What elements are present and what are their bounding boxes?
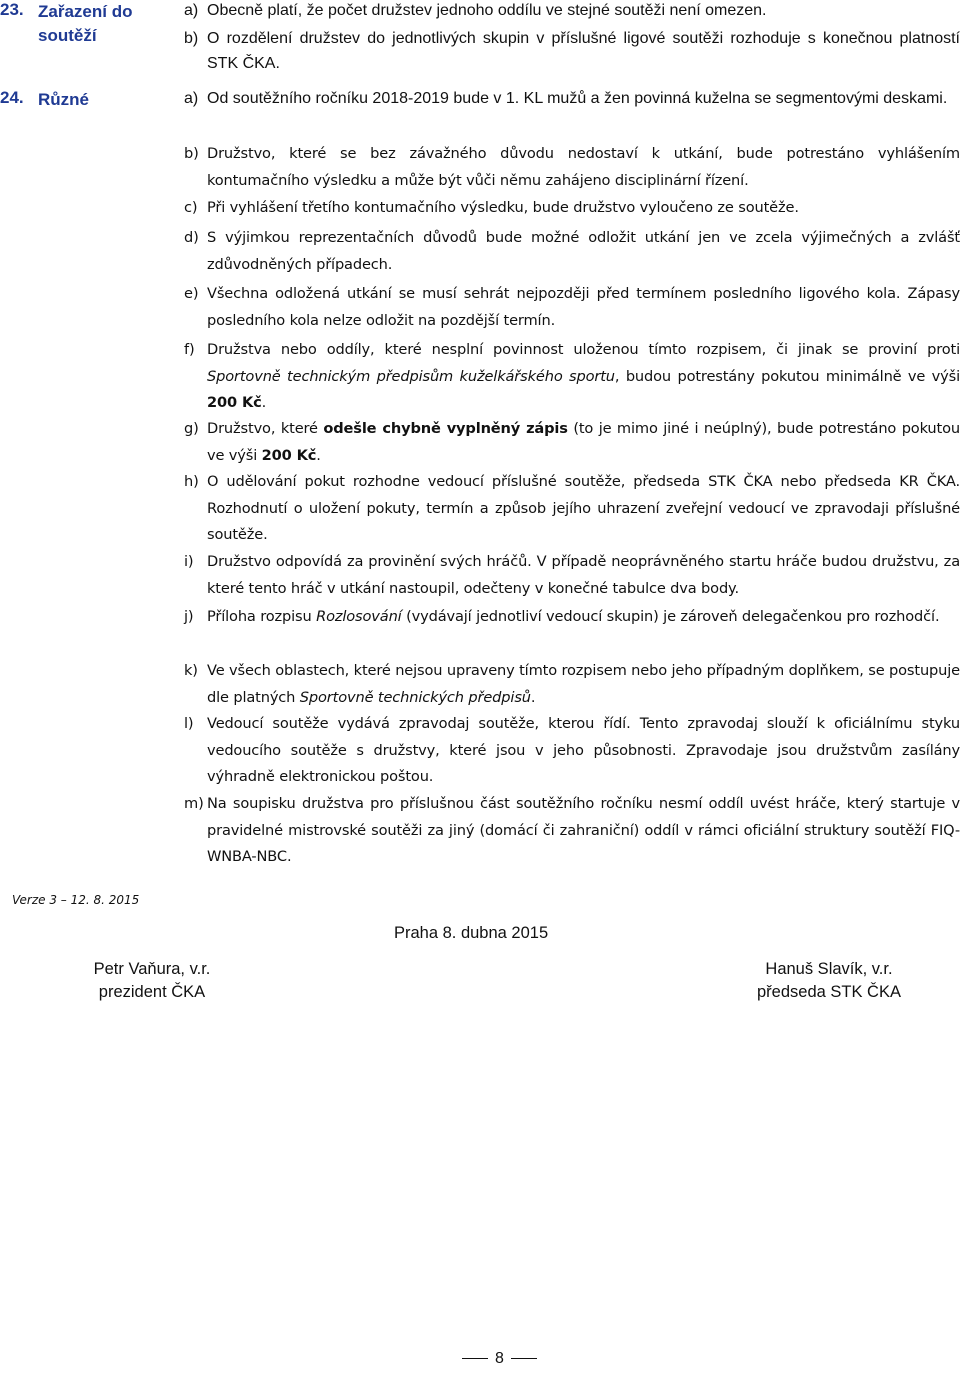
text-segment: (to je mimo jiné i neúplný), bude potrestáno pokutou ve výši (207, 420, 960, 464)
item-label: a) (184, 2, 199, 19)
item-label: b) (184, 145, 199, 162)
page-number-dash-left (462, 1358, 488, 1359)
text-segment: Družstva nebo oddíly, které nesplní povinnost uloženou tímto rozpisem, či jinak se proviní proti (207, 341, 960, 358)
section-24-item-k (184, 658, 960, 711)
section-24-item-f (184, 337, 960, 417)
item-label: h) (184, 473, 199, 490)
section-23-title-line2: soutěží (38, 26, 97, 45)
item-text (207, 416, 960, 469)
item-label: b) (184, 30, 199, 47)
section-24-item-d (184, 225, 960, 278)
section-24-number: 24. (0, 88, 24, 107)
section-24-item-i (184, 549, 960, 602)
text-segment: . (316, 446, 321, 464)
text-segment: . (261, 394, 267, 411)
section-23-item-a (184, 0, 960, 24)
section-23-title-line1: Zařazení do (38, 2, 133, 21)
section-24-item-h (184, 469, 960, 549)
item-text: O rozdělení družstev do jednotlivých skupin v příslušné ligové soutěži rozhoduje s konečnou platností STK ČKA. (207, 30, 960, 72)
section-23-item-b (184, 27, 960, 76)
item-text: Družstvo odpovídá za provinění svých hráčů. V případě neoprávněného startu hráče budou družstvu, za které tento hráč v utkání nastoupil, odečteny v konečné tabulce dva body. (207, 553, 960, 597)
item-label: c) (184, 199, 198, 216)
text-segment: Družstvo, které (207, 420, 324, 437)
item-text (207, 337, 960, 417)
item-text: Od soutěžního ročníku 2018-2019 bude v 1. KL mužů a žen povinná kuželna se segmentovými deskami. (207, 90, 948, 107)
item-label: e) (184, 285, 199, 302)
signer-right-role: předseda STK ČKA (757, 983, 901, 1001)
item-label: d) (184, 229, 199, 246)
section-24-item-b (184, 141, 960, 194)
signer-left-role: prezident ČKA (98, 983, 206, 1001)
item-label: i) (184, 553, 194, 570)
text-segment: (vydávají jednotliví vedoucí skupin) je zároveň delegačenkou pro rozhodčí. (401, 608, 940, 625)
section-24-item-e (184, 281, 960, 334)
item-label: l) (184, 715, 194, 732)
signer-left-name: Petr Vaňura, v.r. (93, 960, 211, 978)
version-note: Verze 3 – 12. 8. 2015 (12, 893, 140, 907)
section-24-item-j (184, 604, 960, 631)
text-segment: Příloha rozpisu (207, 608, 317, 625)
place-and-date: Praha 8. dubna 2015 (394, 924, 549, 942)
item-text: Na soupisku družstva pro příslušnou část soutěžního ročníku nesmí oddíl uvést hráče, který startuje v pravidelné mistrovské soutěži za jiný (domácí či zahraniční) oddíl v rámci oficiální struktury soutěží FIQ-WNBA-NBC. (207, 795, 960, 865)
item-label: j) (184, 608, 194, 625)
item-text: S výjimkou reprezentačních důvodů bude možné odložit utkání jen ve zcela výjimečných a zvlášť zdůvodněných případech. (207, 229, 960, 273)
section-24-item-g (184, 416, 960, 469)
item-label: m) (184, 795, 204, 812)
text-segment: , budou potrestány pokutou minimálně ve výši (614, 367, 960, 385)
bold-phrase: odešle chybně vyplněný zápis (323, 420, 568, 437)
signature-left (72, 958, 232, 1004)
section-23-title (38, 0, 132, 48)
italic-reference: Sportovně technických předpisů (299, 688, 531, 706)
item-text: O udělování pokut rozhodne vedoucí příslušné soutěže, předseda STK ČKA nebo předseda KR ČKA. Rozhodnutí o uložení pokuty, termín a způsob jejího uhrazení zveřejní vedoucí ve zpravodaji příslušné soutěže. (207, 473, 960, 543)
item-text (207, 604, 960, 631)
item-text: Při vyhlášení třetího kontumačního výsledku, bude družstvo vyloučeno ze soutěže. (207, 199, 799, 216)
signature-right (734, 958, 924, 1004)
signer-right-name: Hanuš Slavík, v.r. (765, 960, 893, 978)
section-24-title: Různé (38, 90, 89, 109)
fine-amount: 200 Kč (261, 446, 317, 464)
text-segment: . (530, 688, 536, 706)
italic-reference: Rozlosování (316, 608, 402, 625)
text-segment: Ve všech oblastech, které nejsou upraveny tímto rozpisem nebo jeho případným doplňkem, se postupuje dle platných (207, 662, 960, 706)
item-text (207, 658, 960, 711)
item-text: Družstvo, které se bez závažného důvodu nedostaví k utkání, bude potrestáno vyhlášením kontumačního výsledku a může být vůči němu zahájeno disciplinární řízení. (207, 145, 960, 189)
section-24-item-m (184, 791, 960, 871)
item-text: Všechna odložená utkání se musí sehrát nejpozději před termínem posledního ligového kola. Zápasy posledního kola nelze odložit na pozdější termín. (207, 285, 960, 329)
item-label: g) (184, 420, 199, 437)
item-label: a) (184, 90, 199, 107)
page-number (455, 1350, 544, 1368)
section-24-item-l (184, 711, 960, 791)
item-text: Vedoucí soutěže vydává zpravodaj soutěže, kterou řídí. Tento zpravodaj slouží k oficiálnímu styku vedoucího soutěže s družstvy, které jsou v jeho působnosti. Zpravodaje jsou družstvům zasílány výhradně elektronickou poštou. (207, 715, 960, 785)
item-text: Obecně platí, že počet družstev jednoho oddílu ve stejné soutěži není omezen. (207, 2, 767, 19)
page-number-value: 8 (495, 1350, 504, 1367)
section-24-item-a (184, 87, 960, 112)
item-label: k) (184, 662, 198, 679)
fine-amount: 200 Kč (207, 394, 262, 411)
italic-reference: Sportovně technickým předpisům kuželkářského sportu (207, 367, 615, 385)
page-number-dash-right (511, 1358, 537, 1359)
section-23-number: 23. (0, 0, 24, 19)
item-label: f) (184, 341, 195, 358)
section-24-item-c (184, 195, 960, 222)
